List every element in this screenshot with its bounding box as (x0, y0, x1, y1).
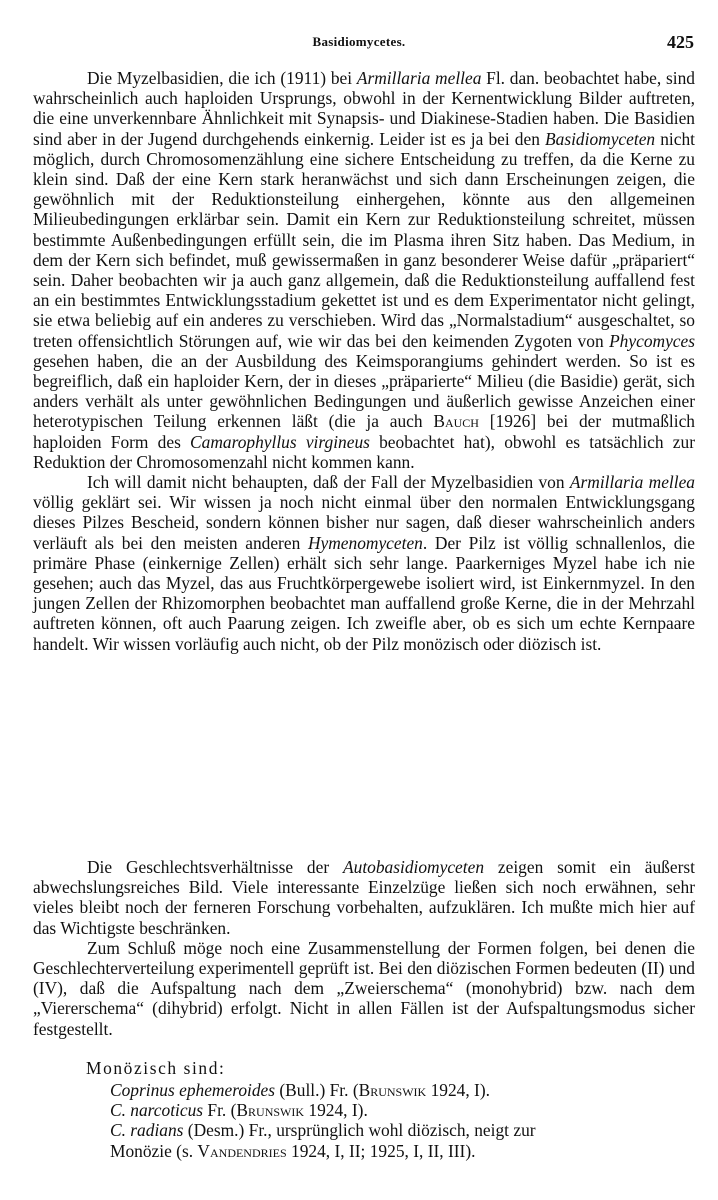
species-name: Coprinus ephemeroides (110, 1080, 276, 1100)
list-heading: Monözisch sind: (86, 1058, 226, 1078)
text-run: 1924, I, II; 1925, I, II, III). (286, 1140, 476, 1161)
author-name: Brunswik (236, 1100, 305, 1121)
text-run: Die Geschlechtsverhältnisse der (87, 857, 343, 877)
text-run: . Der Pilz ist völlig schnallenlos, die primäre Phase (einkernige Zellen) erhält sich sehr lange. Paarkerniges Myzel habe ich nie gesehen; auch das Myzel, das aus Fruchtkörpergewebe isoliert wird, ist Einkernmyzel. In den jungen Zellen der Rhizomorphen beobachtet man auffallend große Kerne, die in der Mehrzahl auftreten können, oft auch Paarung zeigen. Ich zweifle aber, ob es sich um echte Kernpaare handelt. Wir wissen vorläufig auch nicht, ob der Pilz monözisch oder diözisch ist. (33, 532, 695, 654)
list-item (110, 1120, 695, 1140)
text-run: nicht möglich, durch Chromosomenzählung eine sichere Entscheidung zu treffen, da die Kerne zu klein sind. Daß der eine Kern stark heranwächst und sich dann Erscheinungen zeigen, die gewöhnlich mit der Reduktionsteilung einhergehen, könnte aus den allgemeinen Milieubedingungen erklärbar sein. Damit ein Kern zur Reduktionsteilung schreitet, müssen bestimmte Außenbedingungen erfüllt sein, die im Plasma ihren Sitz haben. Das Medium, in dem der Kern sich befindet, muß gewissermaßen in ganz besonderer Weise dafür „präpariert“ sein. Daher beobachten wir ja auch ganz allgemein, daß die Reduktionsteilung auffallend fest an ein bestimmtes Entwicklungsstadium gekettet ist und es dem Experimentator nicht gelingt, sie etwa beliebig auf ein anderes zu verschieben. Wird das „Normalstadium“ ausgeschaltet, so treten offensichtlich Störungen auf, wie wir das bei den keimenden Zygoten von (33, 128, 695, 351)
text-run: [1926] bei der mutmaßlich haploiden Form des (33, 411, 696, 452)
text-run: Fr. ( (203, 1100, 237, 1121)
list-item (110, 1080, 695, 1100)
text-run: zeigen somit ein äußerst abwechslungsreiches Bild. Viele interessante Einzelzüge ließen sich noch erwähnen, sehr vieles bleibt noch der ferneren Forschung vorbehalten, aufzuklären. Ich mußte mich hier auf das Wichtigste beschränken. (33, 857, 695, 938)
page-header (0, 32, 718, 56)
body-text-section-1 (33, 68, 695, 654)
taxon-name: Basidiomyceten (545, 128, 656, 149)
species-name: Armillaria mellea (569, 472, 695, 493)
text-run: Ich will damit nicht behaupten, daß der Fall der Myzelbasidien von (87, 472, 570, 493)
running-title: Basidiomycetes. (312, 34, 406, 49)
text-run: Monözie (s. (110, 1140, 198, 1161)
text-run: Fl. dan. beobachtet habe, sind wahrscheinlich auch haploiden Ursprungs, obwohl in der Kernentwicklung Bilder auftreten, die eine unverkennbare Ähnlichkeit mit Synapsis- und Diakinese-Stadien haben. Die Basidien sind aber in der Jugend durchgehends einkernig. Leider ist es ja bei den (33, 68, 695, 149)
text-run: 1924, I). (426, 1080, 490, 1100)
text-run: (Bull.) Fr. ( (275, 1080, 359, 1100)
author-name: Vandendries (197, 1140, 287, 1161)
text-run: völlig geklärt sei. Wir wissen ja noch nicht einmal über den normalen Entwicklungsgang dieses Pilzes Bescheid, sondern können bisher nur sagen, daß dieser wahrscheinlich anders verläuft als bei den meisten anderen (33, 492, 695, 553)
text-run: beobachtet hat), obwohl es tatsächlich zur Reduktion der Chromosomenzahl nicht kommen kann. (33, 431, 695, 472)
list-item (110, 1100, 695, 1120)
paragraph-myzelbasidien (33, 68, 695, 472)
text-run: Die Myzelbasidien, die ich (1911) bei (87, 68, 357, 88)
paragraph-zusammenstellung (33, 938, 695, 1039)
text-run: 1924, I). (304, 1100, 368, 1121)
genus-name: Phycomyces (609, 330, 695, 351)
paragraph-armillaria (33, 472, 695, 654)
list-item-continuation (110, 1141, 695, 1161)
species-name: C. radians (110, 1120, 184, 1141)
text-run: Zum Schluß möge noch eine Zusammenstellung der Formen folgen, bei denen die Geschlechterverteilung experimentell geprüft ist. Bei den diözischen Formen bedeuten (II) und (IV), daß die Aufspaltung nach dem „Zweierschema“ (monohybrid) bzw. nach dem „Viererschema“ (dihybrid) erfolgt. Nicht in allen Fällen ist der Aufspaltungsmodus sicher festgestellt. (33, 937, 695, 1039)
species-name: C. narcoticus (110, 1100, 204, 1121)
species-name: Armillaria mellea (356, 68, 482, 88)
text-run: (Desm.) Fr., ursprünglich wohl diözisch, neigt zur (183, 1120, 536, 1141)
text-run: gesehen haben, die an der Ausbildung des Keimsporangiums gehindert werden. So ist es begreiflich, daß ein haploider Kern, der in dieses „präparierte“ Milieu (die Basidie) gerät, sich anders verhält als unter gewöhnlichen Bedingungen und äußerlich gewisse Anzeichen einer heterotypischen Teilung erkennen läßt (die ja auch (33, 350, 695, 432)
species-list (110, 1080, 695, 1161)
author-name: Bauch (433, 411, 479, 432)
paragraph-geschlechtsverhaeltnisse (33, 857, 695, 938)
taxon-name: Autobasidiomyceten (343, 857, 485, 877)
taxon-name: Hymenomyceten (307, 532, 423, 553)
page-number: 425 (667, 32, 694, 52)
species-name: Camarophyllus virgineus (190, 431, 370, 452)
body-text-section-2 (33, 857, 695, 1039)
author-name: Brunswik (358, 1080, 427, 1100)
